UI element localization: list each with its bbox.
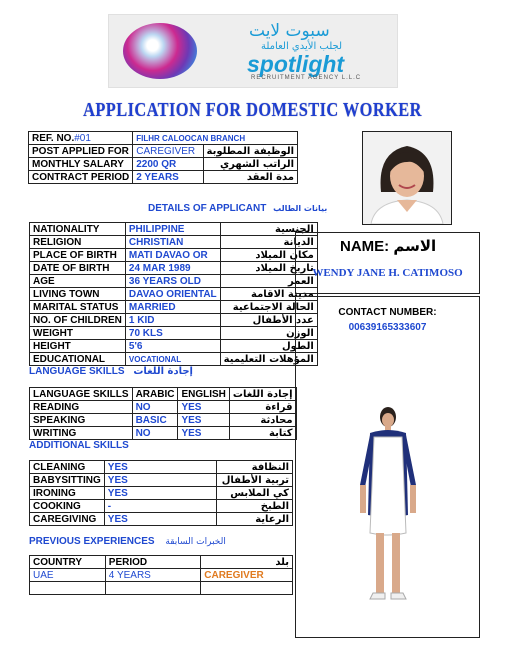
row-value: 2200 QR [133,158,203,171]
empty-cell [105,582,200,595]
arabic-level: BASIC [132,414,178,427]
experience-table [29,555,293,595]
experience-heading-ar: الخبرات السابقة [165,537,226,547]
row-value: MATI DAVAO OR [125,249,220,262]
table-row [29,145,298,158]
applicant-name: WENDY JANE H. CATIMOSO [312,267,463,279]
table-row [29,171,298,184]
table-row [30,582,293,595]
table-row [29,132,298,145]
table-row [30,236,318,249]
row-arabic: الوظيفة المطلوبة [203,145,298,158]
row-value: PHILIPPINE [125,223,220,236]
table-row [30,223,318,236]
row-value: 1 KID [125,314,220,327]
table-row [30,569,293,582]
logo-arabic-name: سبوت لايت [249,21,330,41]
language-table [29,387,297,440]
column-header: ENGLISH [178,388,229,401]
row-arabic: المؤهلات التعليمية [220,353,317,366]
table-row [30,288,318,301]
experience-country: UAE [30,569,106,582]
language-heading [29,366,193,377]
row-arabic: الوزن [220,327,317,340]
row-arabic: النظافة [217,461,293,474]
row-arabic: قراءة [229,401,296,414]
row-label: EDUCATIONAL [30,353,126,366]
headshot-photo [362,131,452,225]
applicant-details-table [29,222,318,366]
row-label: LIVING TOWN [30,288,126,301]
row-label: READING [30,401,133,414]
table-row [30,275,318,288]
details-heading [148,203,327,214]
row-arabic: الطول [220,340,317,353]
empty-cell [201,582,293,595]
row-arabic: تاريخ الميلاد [220,262,317,275]
table-row [30,556,293,569]
row-label: CONTRACT PERIOD [29,171,133,184]
arabic-level: NO [132,427,178,440]
logo-tagline: RECRUITMENT AGENCY L.L.C [251,75,362,81]
row-label: MARITAL STATUS [30,301,126,314]
row-arabic: مدينة الاقامة [220,288,317,301]
row-label: BABYSITTING [30,474,105,487]
additional-skills-heading: ADDITIONAL SKILLS [29,440,129,451]
english-level: YES [178,401,229,414]
table-row [30,513,293,526]
row-arabic: الحالة الاجتماعية [220,301,317,314]
table-row [30,414,297,427]
logo-brand: spotlight [247,51,345,77]
row-label: MONTHLY SALARY [29,158,133,171]
row-arabic: الراتب الشهري [203,158,298,171]
row-arabic: كي الملابس [217,487,293,500]
table-row [30,340,318,353]
table-row [30,474,293,487]
row-arabic: مكان الميلاد [220,249,317,262]
ref-label: REF. NO. [32,132,75,144]
column-header: ARABIC [132,388,178,401]
table-row [30,500,293,513]
row-label: CLEANING [30,461,105,474]
row-value: MARRIED [125,301,220,314]
row-value: YES [104,474,216,487]
ref-cell [29,132,133,145]
table-row [30,314,318,327]
experience-period: 4 YEARS [105,569,200,582]
table-row [30,301,318,314]
table-row [30,487,293,500]
arabic-level: NO [132,401,178,414]
name-label-en: NAME: [340,238,390,255]
page-title: APPLICATION FOR DOMESTIC WORKER [83,99,422,121]
row-arabic: تربية الأطفال [217,474,293,487]
row-value: VOCATIONAL [125,353,220,366]
row-value: - [104,500,216,513]
language-heading-ar: إجادة اللغات [133,366,193,377]
row-arabic: العمر [220,275,317,288]
row-arabic: الجنسية [220,223,317,236]
table-row [30,249,318,262]
branch-name: FILHR CALOOCAN BRANCH [133,132,298,145]
row-value: YES [104,461,216,474]
table-row [30,401,297,414]
column-header: LANGUAGE SKILLS [30,388,133,401]
row-label: DATE OF BIRTH [30,262,126,275]
experience-position: CAREGIVER [201,569,293,582]
agency-logo [108,14,398,88]
row-label: SPEAKING [30,414,133,427]
row-value: YES [104,487,216,500]
experience-heading-en: PREVIOUS EXPERIENCES [29,536,155,547]
ref-value: #01 [74,132,91,144]
row-label: NATIONALITY [30,223,126,236]
experience-heading [29,536,226,547]
table-row [30,262,318,275]
row-label: COOKING [30,500,105,513]
row-label: PLACE OF BIRTH [30,249,126,262]
row-arabic: كتابة [229,427,296,440]
name-box [295,232,480,294]
row-arabic: مدة العقد [203,171,298,184]
row-value: 70 KLS [125,327,220,340]
details-heading-en: DETAILS OF APPLICANT [148,203,267,214]
full-body-photo [348,405,428,619]
table-row [29,158,298,171]
contact-label: CONTACT NUMBER: [338,307,437,318]
table-row [30,353,318,366]
row-label: WEIGHT [30,327,126,340]
column-header: PERIOD [105,556,200,569]
row-arabic: الطبخ [217,500,293,513]
row-label: POST APPLIED FOR [29,145,133,158]
column-header: COUNTRY [30,556,106,569]
row-value: 2 YEARS [133,171,203,184]
table-row [30,388,297,401]
english-level: YES [178,414,229,427]
column-header-ar: إجادة اللغات [229,388,296,401]
name-label-ar: الاسم [393,237,437,255]
row-label: NO. OF CHILDREN [30,314,126,327]
row-label: RELIGION [30,236,126,249]
table-row [30,461,293,474]
row-value: DAVAO ORIENTAL [125,288,220,301]
contact-box [295,296,480,638]
row-arabic: الديانة [220,236,317,249]
table-row [30,327,318,340]
row-value: 36 YEARS OLD [125,275,220,288]
column-header-ar: بلد [201,556,293,569]
empty-cell [30,582,106,595]
row-label: CAREGIVING [30,513,105,526]
row-arabic: الرعاية [217,513,293,526]
english-level: YES [178,427,229,440]
row-value: CHRISTIAN [125,236,220,249]
row-label: WRITING [30,427,133,440]
position-table [28,131,298,184]
table-row [30,427,297,440]
skills-table [29,460,293,526]
language-heading-en: LANGUAGE SKILLS [29,366,125,377]
name-label [340,237,436,255]
details-heading-ar: بيانات الطالب [273,204,328,213]
contact-number: 00639165333607 [348,322,427,333]
row-value: YES [104,513,216,526]
row-label: HEIGHT [30,340,126,353]
row-arabic: محادثة [229,414,296,427]
row-value: 24 MAR 1989 [125,262,220,275]
logo-arabic-sub: لجلب الأيدي العاملة [261,41,343,52]
row-label: AGE [30,275,126,288]
row-value: CAREGIVER [133,145,203,158]
row-arabic: عدد الأطفال [220,314,317,327]
row-label: IRONING [30,487,105,500]
logo-disc-icon [123,23,197,79]
row-value: 5'6 [125,340,220,353]
